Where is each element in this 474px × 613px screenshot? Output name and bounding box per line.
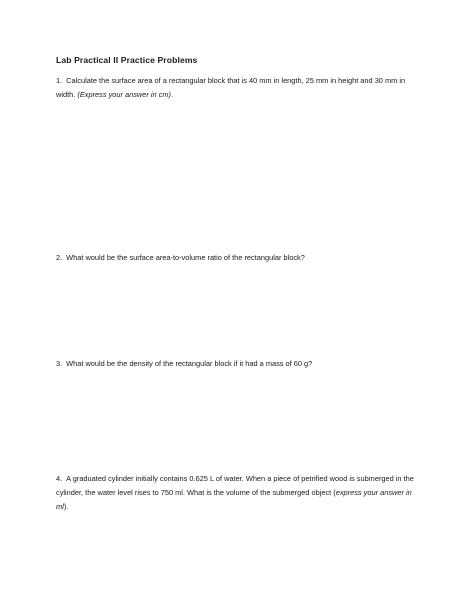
problem-number: 2.	[56, 253, 63, 262]
problem-text: What would be the surface area-to-volume ratio of the rectangular block?	[66, 253, 305, 262]
problem-1	[56, 74, 422, 102]
problem-text: What would be the density of the rectangular block if it had a mass of 60 g?	[66, 359, 313, 368]
document-title: Lab Practical II Practice Problems	[56, 55, 198, 65]
problem-3	[56, 357, 422, 371]
problem-text-end: ).	[63, 502, 69, 511]
problem-4	[56, 472, 422, 514]
problem-number: 3.	[56, 359, 63, 368]
problem-number: 4.	[56, 474, 63, 483]
problem-text: A graduated cylinder initially contains 0.625 L of water. When a piece of petrified wood is submerged in the cylinder, the water level rises to 750 ml. What is the volume of the submerged object (	[56, 474, 414, 497]
problem-number: 1.	[56, 76, 63, 85]
problem-instruction: (Express your answer in cm)	[77, 90, 172, 99]
problem-2	[56, 251, 422, 265]
problem-instruction: express your answer in ml	[56, 488, 412, 511]
problem-text: Calculate the surface area of a rectangular block that is 40 mm in length, 25 mm in height and 30 mm in width.	[56, 76, 406, 99]
problem-text-end: .	[171, 90, 174, 99]
